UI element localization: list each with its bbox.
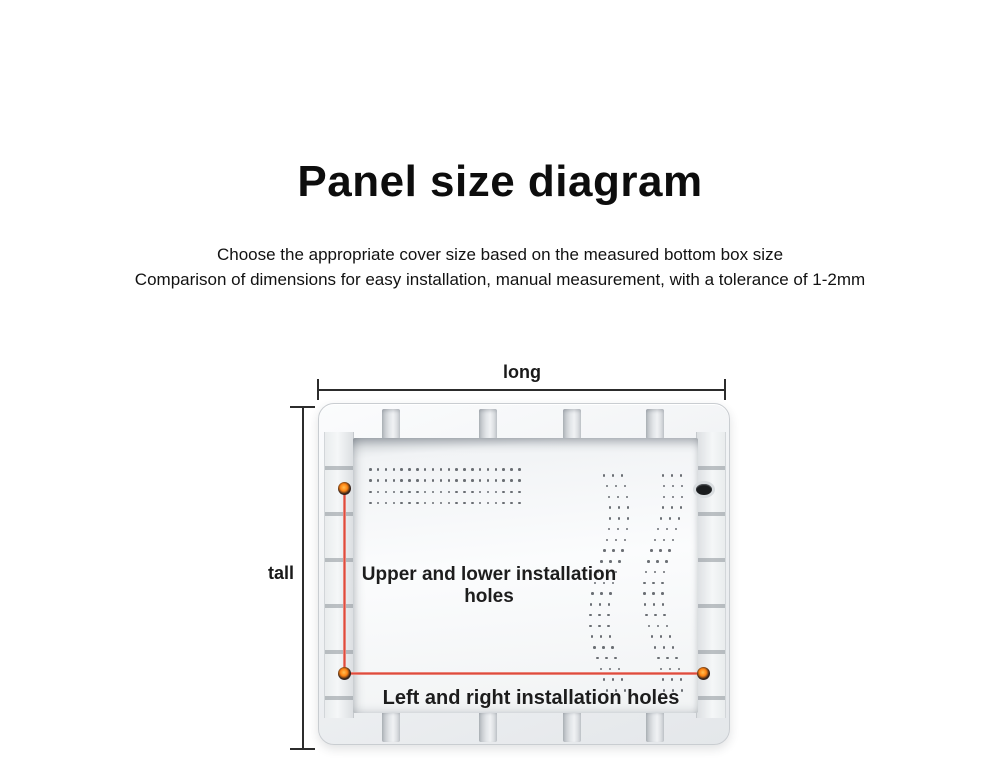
left-right-holes-guide-line <box>343 672 704 675</box>
installation-hole-marker <box>338 482 351 495</box>
height-dimension-tick-top <box>290 406 315 408</box>
subtitle-line-2: Comparison of dimensions for easy installation, manual measurement, with a tolerance of 1-2mm <box>134 270 866 289</box>
subtitle-line-1: Choose the appropriate cover size based on the measured bottom box size <box>216 245 784 264</box>
side-holes-label: Left and right installation holes <box>382 687 680 709</box>
height-dimension-label: tall <box>267 563 294 583</box>
screw-hole <box>696 484 712 495</box>
height-dimension-line <box>302 407 304 750</box>
width-dimension-label: long <box>503 362 541 382</box>
height-dimension-tick-bottom <box>290 748 315 750</box>
width-dimension-tick-left <box>317 379 319 400</box>
width-dimension-tick-right <box>724 379 726 400</box>
upper-holes-label: Upper and lower installation holes <box>361 564 617 607</box>
installation-hole-marker <box>338 667 351 680</box>
installation-hole-marker <box>697 667 710 680</box>
width-dimension-line <box>318 389 726 391</box>
panel-cover <box>318 403 730 745</box>
page-title: Panel size diagram <box>297 157 703 206</box>
